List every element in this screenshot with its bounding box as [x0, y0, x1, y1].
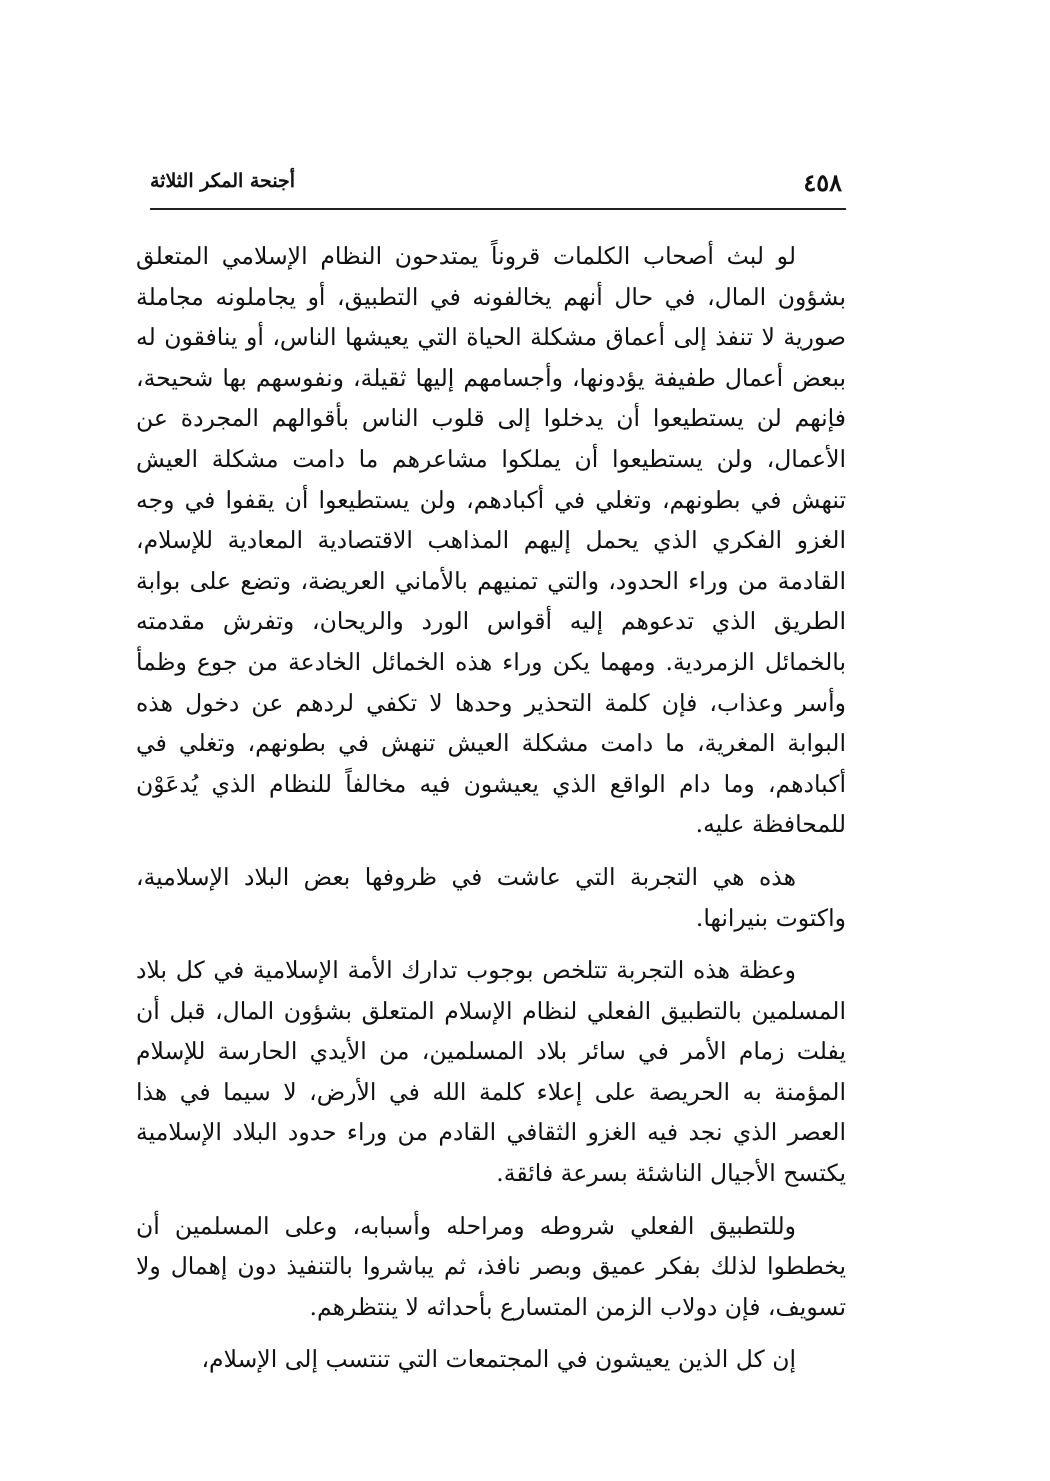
page-body [136, 236, 846, 1380]
book-title: أجنحة المكر الثلاثة [150, 170, 296, 192]
running-header [150, 168, 846, 210]
paragraph: لو لبث أصحاب الكلمات قروناً يمتدحون النظام الإسلامي المتعلق بشؤون المال، في حال أنهم يخالفونه في التطبيق، أو يجاملونه مجاملة صورية لا تنفذ إلى أعماق مشكلة الحياة التي يعيشها الناس، أو ينافقون له ببعض أعمال طفيفة يؤدونها، وأجسامهم إليها ثقيلة، ونفوسهم بها شحيحة، فإنهم لن يستطيعوا أن يدخلوا إلى قلوب الناس بأقوالهم المجردة عن الأعمال، ولن يستطيعوا أن يملكوا مشاعرهم ما دامت مشكلة العيش تنهش في بطونهم، وتغلي في أكبادهم، ولن يستطيعوا أن يقفوا في وجه الغزو الفكري الذي يحمل إليهم المذاهب الاقتصادية المعادية للإسلام، القادمة من وراء الحدود، والتي تمنيهم بالأماني العريضة، وتضع على بوابة الطريق الذي تدعوهم إليه أقواس الورد والريحان، وتفرش مقدمته بالخمائل الزمردية. ومهما يكن وراء هذه الخمائل الخادعة من جوع وظمأ وأسر وعذاب، فإن كلمة التحذير وحدها لا تكفي لردهم عن دخول هذه البوابة المغرية، ما دامت مشكلة العيش تنهش في بطونهم، وتغلي في أكبادهم، وما دام الواقع الذي يعيشون فيه مخالفاً للنظام الذي يُدعَوْن للمحافظة عليه. [136, 242, 846, 839]
paragraph: وعظة هذه التجربة تتلخص بوجوب تدارك الأمة الإسلامية في كل بلاد المسلمين بالتطبيق الفعلي لنظام الإسلام المتعلق بشؤون المال، قبل أن يفلت زمام الأمر في سائر بلاد المسلمين، من الأيدي الحارسة للإسلام المؤمنة به الحريصة على إعلاء كلمة الله في الأرض، لا سيما في هذا العصر الذي نجد فيه الغزو الثقافي القادم من وراء حدود البلاد الإسلامية يكتسح الأجيال الناشئة بسرعة فائقة. [136, 956, 846, 1188]
paragraph: إن كل الذين يعيشون في المجتمعات التي تنتسب إلى الإسلام، [201, 1345, 796, 1374]
paragraph: هذه هي التجربة التي عاشت في ظروفها بعض البلاد الإسلامية، واكتوت بنيرانها. [136, 862, 846, 932]
paragraph: وللتطبيق الفعلي شروطه ومراحله وأسبابه، وعلى المسلمين أن يخططوا لذلك بفكر عميق وبصر نافذ، ثم يباشروا بالتنفيذ دون إهمال ولا تسويف، فإن دولاب الزمن المتسارع بأحداثه لا ينتظرهم. [136, 1211, 846, 1321]
page-number: ٤٥٨ [803, 168, 842, 197]
